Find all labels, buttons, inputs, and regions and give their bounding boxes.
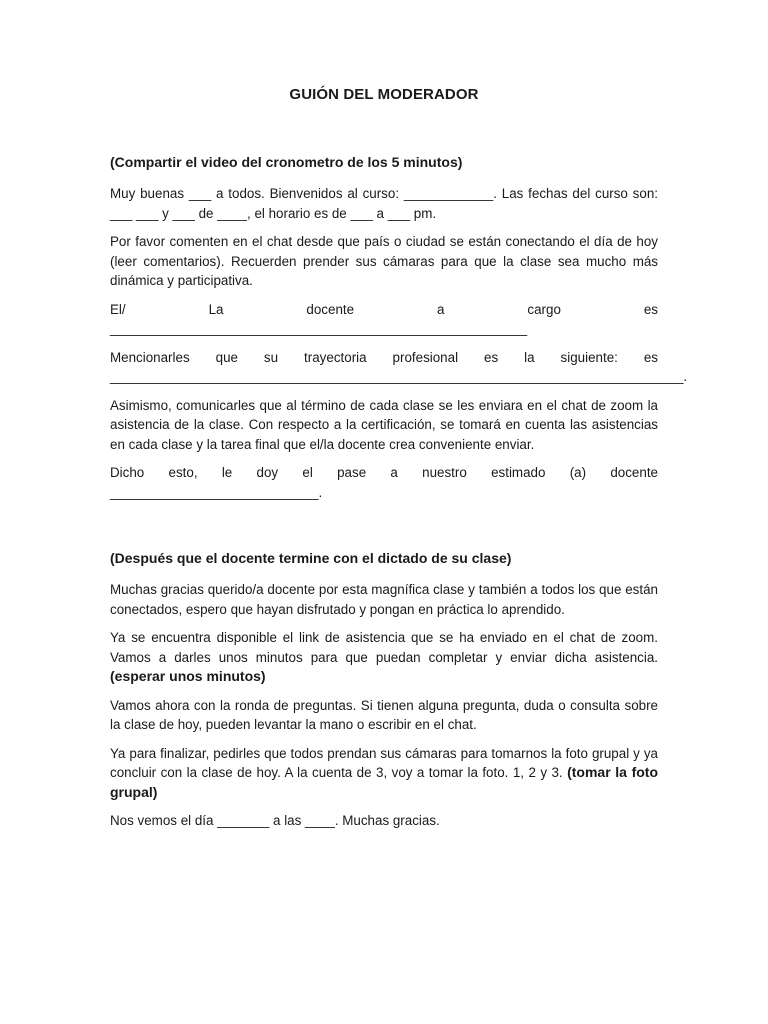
wait-note: (esperar unos minutos) bbox=[110, 668, 266, 684]
paragraph-farewell: Nos vemos el día _______ a las ____. Muchas gracias. bbox=[110, 813, 440, 828]
paragraph-teacher-name: El/ La docente a cargo es ________________________________________________________ bbox=[110, 301, 658, 336]
paragraph-group-photo bbox=[110, 744, 658, 803]
paragraph-trajectory: Mencionarles que su trayectoria profesional es la siguiente: es _____________________________________________________________________________. bbox=[110, 349, 688, 384]
document-title: GUIÓN DEL MODERADOR bbox=[289, 86, 479, 103]
paragraph-handoff: Dicho esto, le doy el pase a nuestro estimado (a) docente ____________________________. bbox=[110, 465, 658, 500]
photo-note: (tomar la foto grupal) bbox=[110, 764, 658, 800]
paragraph-welcome: Muy buenas ___ a todos. Bienvenidos al curso: ____________. Las fechas del curso son: ___ ___ y ___ de ____, el horario es de ___ a ___ pm. bbox=[110, 186, 658, 221]
section-heading-closing: (Después que el docente termine con el dictado de su clase) bbox=[110, 550, 512, 566]
group-photo-text: Ya para finalizar, pedirles que todos prendan sus cámaras para tomarnos la foto grupal y ya concluir con la clase de hoy. A la cuenta de 3, voy a tomar la foto. 1, 2 y 3. bbox=[110, 745, 658, 780]
section-heading-intro: (Compartir el video del cronometro de los 5 minutos) bbox=[110, 154, 463, 170]
paragraph-attendance-link bbox=[110, 628, 658, 687]
paragraph-attendance: Asimismo, comunicarles que al término de cada clase se les enviara en el chat de zoom la asistencia de la clase. Con respecto a la certificación, se tomará en cuenta las asistencias en cada clase y la tarea final que el/la docente crea conveniente enviar. bbox=[110, 397, 658, 452]
paragraph-questions: Vamos ahora con la ronda de preguntas. Si tienen alguna pregunta, duda o consulta sobre la clase de hoy, pueden levantar la mano o escribir en el chat. bbox=[110, 697, 658, 732]
section-spacer bbox=[110, 511, 658, 549]
attendance-link-text: Ya se encuentra disponible el link de asistencia que se ha enviado en el chat de zoom. Vamos a darles unos minutos para que puedan completar y enviar dicha asistencia. bbox=[110, 630, 658, 665]
document-page bbox=[110, 86, 688, 840]
paragraph-thanks: Muchas gracias querido/a docente por esta magnífica clase y también a todos los que están conectados, espero que hayan disfrutado y pongan en práctica lo aprendido. bbox=[110, 582, 658, 617]
paragraph-chat-instructions: Por favor comenten en el chat desde que país o ciudad se están conectando el día de hoy (leer comentarios). Recuerden prender sus cámaras para que la clase sea mucho más dinámica y participativa. bbox=[110, 234, 658, 288]
